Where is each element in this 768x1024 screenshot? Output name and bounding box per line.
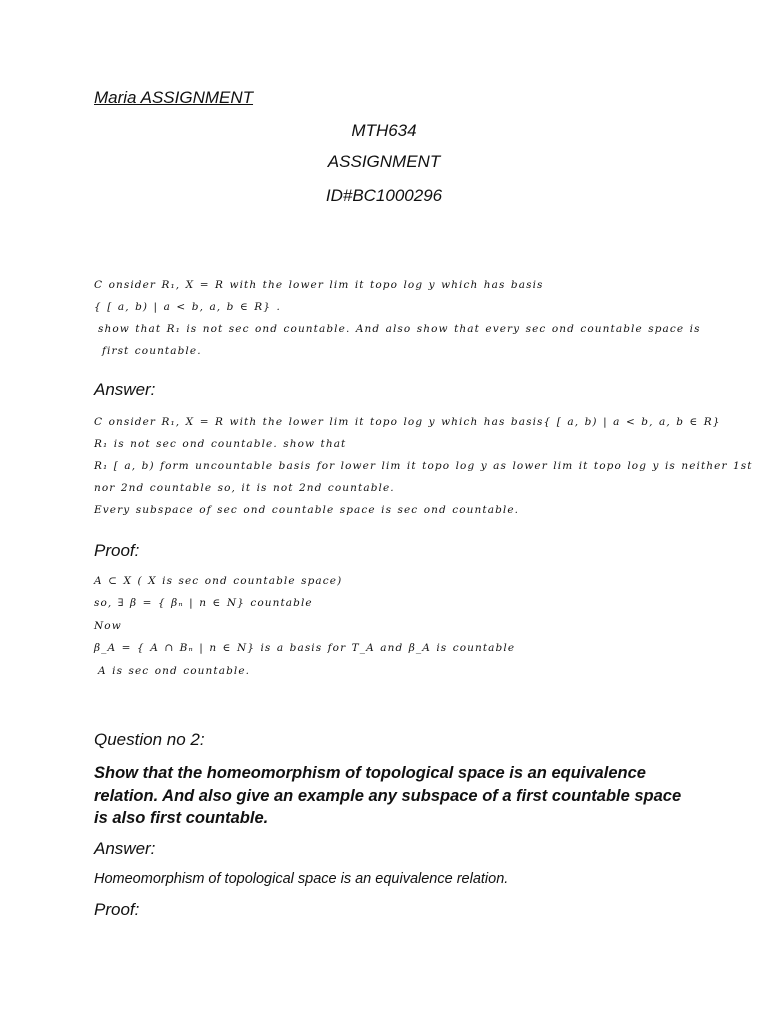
student-id: ID#BC1000296 bbox=[325, 186, 443, 205]
course-code: MTH634 bbox=[351, 121, 417, 140]
answer1-line-2: R₁ is not sec ond countable. show that bbox=[94, 438, 347, 450]
answer2-heading: Answer: bbox=[94, 839, 156, 858]
answer1-line-4: nor 2nd countable so, it is not 2nd countable. bbox=[94, 482, 395, 494]
question2-text: Show that the homeomorphism of topological space is an equivalence relation. And also give an example any subspace of a first countable space is also first countable. bbox=[94, 764, 682, 827]
question1-line-3: show that R₁ is not sec ond countable. And also show that every sec ond countable space is bbox=[98, 323, 701, 335]
question1-line-4: first countable. bbox=[102, 345, 202, 357]
answer1-line-5: Every subspace of sec ond countable space is sec ond countable. bbox=[94, 504, 520, 516]
document-type: ASSIGNMENT bbox=[327, 152, 441, 171]
answer2-text: Homeomorphism of topological space is an equivalence relation. bbox=[94, 871, 509, 887]
answer1-line-3: R₁ [ a, b) form uncountable basis for lower lim it topo log y as lower lim it topo log y is neither 1st bbox=[94, 460, 753, 472]
answer1-line-1: C onsider R₁, X = R with the lower lim it topo log y which has basis{ [ a, b) | a < b, a, b ∈ R} bbox=[94, 416, 721, 428]
proof1-heading: Proof: bbox=[94, 541, 140, 560]
question1-line-2: { [ a, b) | a < b, a, b ∈ R} . bbox=[94, 301, 281, 313]
answer1-heading: Answer: bbox=[94, 380, 156, 399]
author-title: Maria ASSIGNMENT bbox=[94, 88, 254, 107]
proof2-heading: Proof: bbox=[94, 900, 140, 919]
question1-line-1: C onsider R₁, X = R with the lower lim it topo log y which has basis bbox=[94, 279, 544, 291]
question2-heading: Question no 2: bbox=[94, 730, 205, 749]
proof1-line-2: so, ∃ β = { βₙ | n ∈ N} countable bbox=[94, 597, 313, 609]
proof1-line-1: A ⊂ X ( X is sec ond countable space) bbox=[94, 575, 343, 587]
proof1-line-4: β_A = { A ∩ Bₙ | n ∈ N} is a basis for T_A and β_A is countable bbox=[94, 642, 516, 654]
proof1-line-3: Now bbox=[94, 620, 122, 632]
proof1-line-5: A is sec ond countable. bbox=[98, 665, 251, 677]
